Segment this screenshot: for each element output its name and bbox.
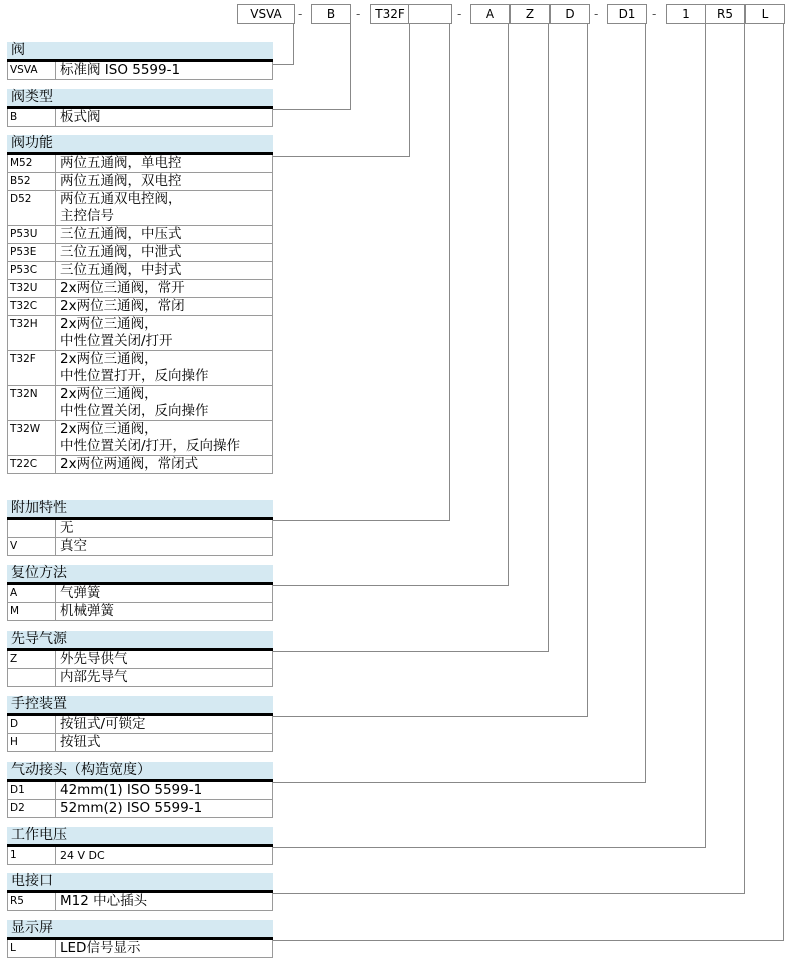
option-table — [7, 847, 273, 865]
option-row — [8, 893, 273, 911]
option-code: D1 — [8, 782, 56, 800]
option-row — [8, 421, 273, 456]
option-desc: 两位五通阀，双电控 — [56, 173, 273, 191]
option-table — [7, 109, 273, 127]
code-box-connection: D1 — [607, 4, 647, 24]
option-desc: M12 中心插头 — [56, 893, 273, 911]
option-row — [8, 280, 273, 298]
section-title: 阀类型 — [7, 89, 273, 109]
code-box-pilot: Z — [510, 4, 550, 24]
option-table — [7, 520, 273, 556]
option-row — [8, 262, 273, 280]
option-code: T32U — [8, 280, 56, 298]
option-row — [8, 669, 273, 687]
option-desc: 按钮式 — [56, 734, 273, 752]
leader-line-display — [273, 24, 784, 941]
option-code: A — [8, 585, 56, 603]
option-code: D2 — [8, 800, 56, 818]
option-row — [8, 782, 273, 800]
option-code — [8, 520, 56, 538]
option-desc: 板式阀 — [56, 109, 273, 127]
option-desc: 外先导供气 — [56, 651, 273, 669]
option-desc: 2x两位两通阀，常闭式 — [56, 456, 273, 474]
code-box-valve: VSVA — [237, 4, 295, 24]
section-title: 手控装置 — [7, 696, 273, 716]
option-table — [7, 155, 273, 474]
code-separator: - — [594, 7, 599, 21]
leader-line-additional — [273, 24, 450, 521]
option-code: M52 — [8, 155, 56, 173]
option-desc: 三位五通阀，中压式 — [56, 226, 273, 244]
section-valve-function — [7, 135, 273, 474]
option-table — [7, 716, 273, 752]
option-row — [8, 603, 273, 621]
option-desc: 机械弹簧 — [56, 603, 273, 621]
leader-line-voltage — [273, 24, 706, 848]
option-row — [8, 226, 273, 244]
section-manual-override — [7, 696, 273, 752]
option-row — [8, 800, 273, 818]
option-code: 1 — [8, 847, 56, 865]
section-pneumatic-connection — [7, 762, 273, 818]
option-desc: 2x两位三通阀， 中性位置关闭/打开 — [56, 316, 273, 351]
option-code: V — [8, 538, 56, 556]
leader-line-reset — [273, 24, 509, 586]
option-row — [8, 155, 273, 173]
option-row — [8, 456, 273, 474]
option-code: T22C — [8, 456, 56, 474]
option-row — [8, 940, 273, 958]
option-desc: LED信号显示 — [56, 940, 273, 958]
section-title: 阀功能 — [7, 135, 273, 155]
section-title: 先导气源 — [7, 631, 273, 651]
option-desc: 2x两位三通阀， 中性位置打开，反向操作 — [56, 351, 273, 386]
section-valve — [7, 42, 273, 80]
code-box-function: T32F — [370, 4, 410, 24]
option-row — [8, 244, 273, 262]
option-code: T32C — [8, 298, 56, 316]
code-box-voltage: 1 — [666, 4, 706, 24]
section-title: 电接口 — [7, 873, 273, 893]
option-code: D52 — [8, 191, 56, 226]
option-desc: 52mm(2) ISO 5599-1 — [56, 800, 273, 818]
option-code: D — [8, 716, 56, 734]
section-additional-features — [7, 500, 273, 556]
option-row — [8, 520, 273, 538]
section-valve-type — [7, 89, 273, 127]
option-row — [8, 386, 273, 421]
option-code: T32F — [8, 351, 56, 386]
option-table — [7, 585, 273, 621]
option-desc: 2x两位三通阀， 中性位置关闭，反向操作 — [56, 386, 273, 421]
option-desc: 24 V DC — [56, 847, 273, 865]
code-separator: - — [652, 7, 657, 21]
code-box-electrical: R5 — [705, 4, 745, 24]
option-row — [8, 62, 273, 80]
option-table — [7, 651, 273, 687]
option-row — [8, 191, 273, 226]
section-title: 附加特性 — [7, 500, 273, 520]
code-box-manual: D — [550, 4, 590, 24]
option-desc: 两位五通阀，单电控 — [56, 155, 273, 173]
section-title: 显示屏 — [7, 920, 273, 940]
option-table — [7, 940, 273, 958]
option-desc: 真空 — [56, 538, 273, 556]
section-pilot-source — [7, 631, 273, 687]
code-separator: - — [356, 7, 361, 21]
option-code — [8, 669, 56, 687]
code-box-reset: A — [470, 4, 510, 24]
option-desc: 内部先导气 — [56, 669, 273, 687]
option-code: B — [8, 109, 56, 127]
option-code: T32N — [8, 386, 56, 421]
section-reset-method — [7, 565, 273, 621]
option-desc: 2x两位三通阀，常开 — [56, 280, 273, 298]
option-row — [8, 298, 273, 316]
option-row — [8, 351, 273, 386]
option-code: P53C — [8, 262, 56, 280]
leader-line-pilot — [273, 24, 549, 652]
option-row — [8, 734, 273, 752]
option-desc: 两位五通双电控阀， 主控信号 — [56, 191, 273, 226]
option-desc: 2x两位三通阀，常闭 — [56, 298, 273, 316]
leader-line-valve — [273, 24, 294, 65]
option-code: R5 — [8, 893, 56, 911]
option-code: H — [8, 734, 56, 752]
option-row — [8, 651, 273, 669]
code-separator: - — [298, 7, 303, 21]
section-title: 阀 — [7, 42, 273, 62]
option-desc: 无 — [56, 520, 273, 538]
section-display — [7, 920, 273, 958]
option-code: L — [8, 940, 56, 958]
leader-line-connection — [273, 24, 646, 783]
option-desc: 三位五通阀，中封式 — [56, 262, 273, 280]
option-code: VSVA — [8, 62, 56, 80]
option-code: M — [8, 603, 56, 621]
option-code: T32H — [8, 316, 56, 351]
section-title: 工作电压 — [7, 827, 273, 847]
option-code: T32W — [8, 421, 56, 456]
leader-line-type — [273, 24, 351, 110]
option-desc: 按钮式/可锁定 — [56, 716, 273, 734]
option-desc: 2x两位三通阀， 中性位置关闭/打开，反向操作 — [56, 421, 273, 456]
option-desc: 42mm(1) ISO 5599-1 — [56, 782, 273, 800]
option-desc: 气弹簧 — [56, 585, 273, 603]
section-title: 气动接头（构造宽度） — [7, 762, 273, 782]
option-desc: 三位五通阀，中泄式 — [56, 244, 273, 262]
option-code: B52 — [8, 173, 56, 191]
option-table — [7, 782, 273, 818]
option-desc: 标准阀 ISO 5599-1 — [56, 62, 273, 80]
option-row — [8, 847, 273, 865]
section-title: 复位方法 — [7, 565, 273, 585]
option-table — [7, 893, 273, 911]
option-row — [8, 173, 273, 191]
code-box-display: L — [745, 4, 785, 24]
leader-line-manual — [273, 24, 588, 717]
option-row — [8, 585, 273, 603]
option-row — [8, 109, 273, 127]
option-code: P53E — [8, 244, 56, 262]
option-code: P53U — [8, 226, 56, 244]
section-operating-voltage — [7, 827, 273, 865]
option-row — [8, 538, 273, 556]
code-box-type: B — [311, 4, 351, 24]
option-table — [7, 62, 273, 80]
option-code: Z — [8, 651, 56, 669]
option-row — [8, 316, 273, 351]
code-separator: - — [457, 7, 462, 21]
option-row — [8, 716, 273, 734]
section-electrical-connection — [7, 873, 273, 911]
